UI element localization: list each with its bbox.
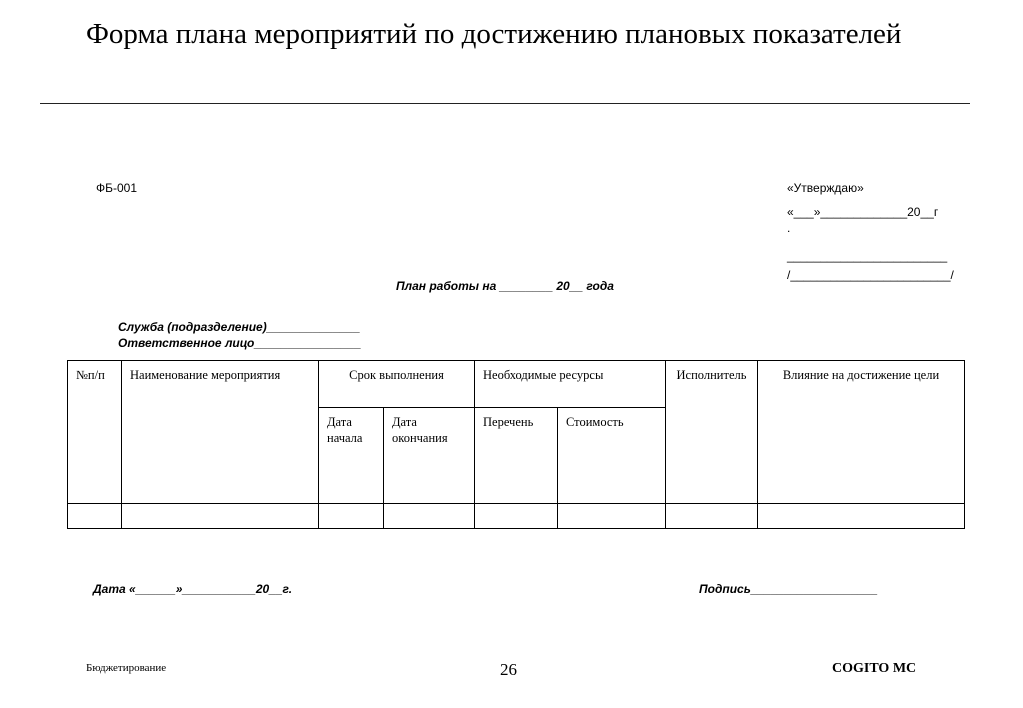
header-term-start: Дата начала: [319, 408, 384, 504]
header-resources-list: Перечень: [475, 408, 558, 504]
approval-date-dot: .: [787, 221, 791, 235]
form-code: ФБ-001: [96, 181, 138, 195]
approval-signature-line: ________________________: [787, 249, 948, 263]
title-divider: [40, 103, 970, 104]
cell-term-end: [384, 504, 475, 529]
cell-number: [68, 504, 122, 529]
footer-brand: COGITO MC: [832, 661, 917, 676]
header-term: Срок выполнения: [319, 361, 475, 408]
approval-date-line: «___»_____________20__г: [787, 205, 939, 219]
approval-heading: «Утверждаю»: [787, 181, 864, 195]
header-term-end: Дата окончания: [384, 408, 475, 504]
cell-activity-name: [122, 504, 319, 529]
service-line: Служба (подразделение)______________: [118, 320, 361, 334]
cell-resources-list: [475, 504, 558, 529]
signature-line: Подпись___________________: [699, 582, 878, 596]
cell-resources-cost: [558, 504, 666, 529]
cell-impact: [758, 504, 965, 529]
header-activity-name: Наименование мероприятия: [122, 361, 319, 504]
header-number: №п/п: [68, 361, 122, 504]
table-row: [68, 504, 965, 529]
page-number: 26: [500, 660, 517, 679]
footer-left-label: Бюджетирование: [86, 662, 167, 674]
responsible-line: Ответственное лицо________________: [118, 336, 362, 350]
plan-table: [67, 360, 965, 529]
slide-title: Форма плана мероприятий по достижению плановых показателей: [86, 18, 902, 50]
date-line: Дата «______»___________20__г.: [93, 582, 293, 596]
header-resources-cost: Стоимость: [558, 408, 666, 504]
header-impact: Влияние на достижение цели: [758, 361, 965, 504]
plan-title: План работы на ________ 20__ года: [396, 279, 614, 293]
cell-term-start: [319, 504, 384, 529]
approval-name-line: /________________________/: [787, 268, 954, 282]
header-resources: Необходимые ресурсы: [475, 361, 666, 408]
cell-executor: [666, 504, 758, 529]
header-executor: Исполнитель: [666, 361, 758, 504]
